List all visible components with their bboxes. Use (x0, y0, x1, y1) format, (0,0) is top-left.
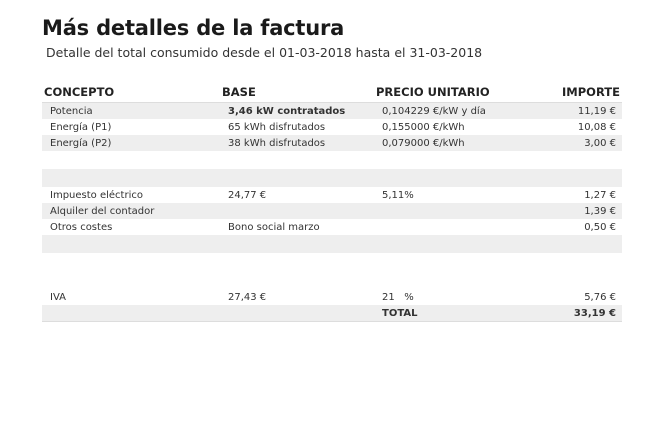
spacer-row (42, 271, 622, 289)
row-base: 38 kWh disfrutados (220, 135, 374, 151)
row-concepto: Energía (P1) (50, 121, 112, 133)
row-concepto: Potencia (42, 103, 220, 120)
total-row (42, 305, 622, 322)
table-row (42, 187, 622, 203)
row-base: 65 kWh disfrutados (228, 121, 326, 133)
row-importe: 1,27 € (584, 189, 616, 201)
total-label: TOTAL (374, 305, 534, 322)
page-title: Más detalles de la factura (42, 16, 345, 40)
table-row (42, 203, 622, 219)
table-header-row (42, 82, 622, 103)
column-header-base: BASE (220, 82, 374, 103)
spacer-row (42, 151, 622, 169)
row-importe: 10,08 € (577, 121, 616, 133)
row-precio: 0,079000 €/kWh (374, 135, 534, 151)
row-concepto: Energía (P2) (42, 135, 220, 151)
row-importe: 3,00 € (534, 135, 622, 151)
row-precio: 0,104229 €/kW y día (374, 103, 534, 120)
spacer-row (42, 169, 622, 187)
row-base (220, 203, 374, 219)
row-concepto: Impuesto eléctrico (50, 189, 143, 201)
column-header-precio-unitario: PRECIO UNITARIO (374, 82, 534, 103)
row-base: Bono social marzo (228, 221, 320, 233)
row-importe: 0,50 € (584, 221, 616, 233)
row-precio: 0,155000 €/kWh (382, 121, 465, 133)
row-precio: 5,11% (382, 189, 414, 201)
column-header-concepto: CONCEPTO (42, 82, 220, 103)
row-concepto: Otros costes (50, 221, 113, 233)
table-row (42, 289, 622, 305)
row-base: 27,43 € (228, 291, 267, 303)
row-precio: 21 % (382, 291, 414, 303)
table-row (42, 119, 622, 135)
row-precio (374, 219, 534, 235)
row-importe: 1,39 € (534, 203, 622, 219)
total-value: 33,19 € (534, 305, 622, 322)
spacer-row (42, 253, 622, 271)
table-row (42, 135, 622, 151)
row-precio (374, 203, 534, 219)
column-header-importe: IMPORTE (534, 82, 622, 103)
table-row (42, 219, 622, 235)
row-base: 3,46 kW contratados (220, 103, 374, 120)
invoice-table (42, 82, 622, 322)
invoice-details-card (42, 14, 622, 322)
row-importe: 5,76 € (584, 291, 616, 303)
table-row (42, 103, 622, 120)
row-importe: 11,19 € (534, 103, 622, 120)
row-concepto: Alquiler del contador (42, 203, 220, 219)
page-subtitle: Detalle del total consumido desde el 01-03-2018 hasta el 31-03-2018 (46, 45, 483, 60)
row-concepto: IVA (50, 291, 66, 303)
spacer-row (42, 235, 622, 253)
row-base: 24,77 € (228, 189, 267, 201)
